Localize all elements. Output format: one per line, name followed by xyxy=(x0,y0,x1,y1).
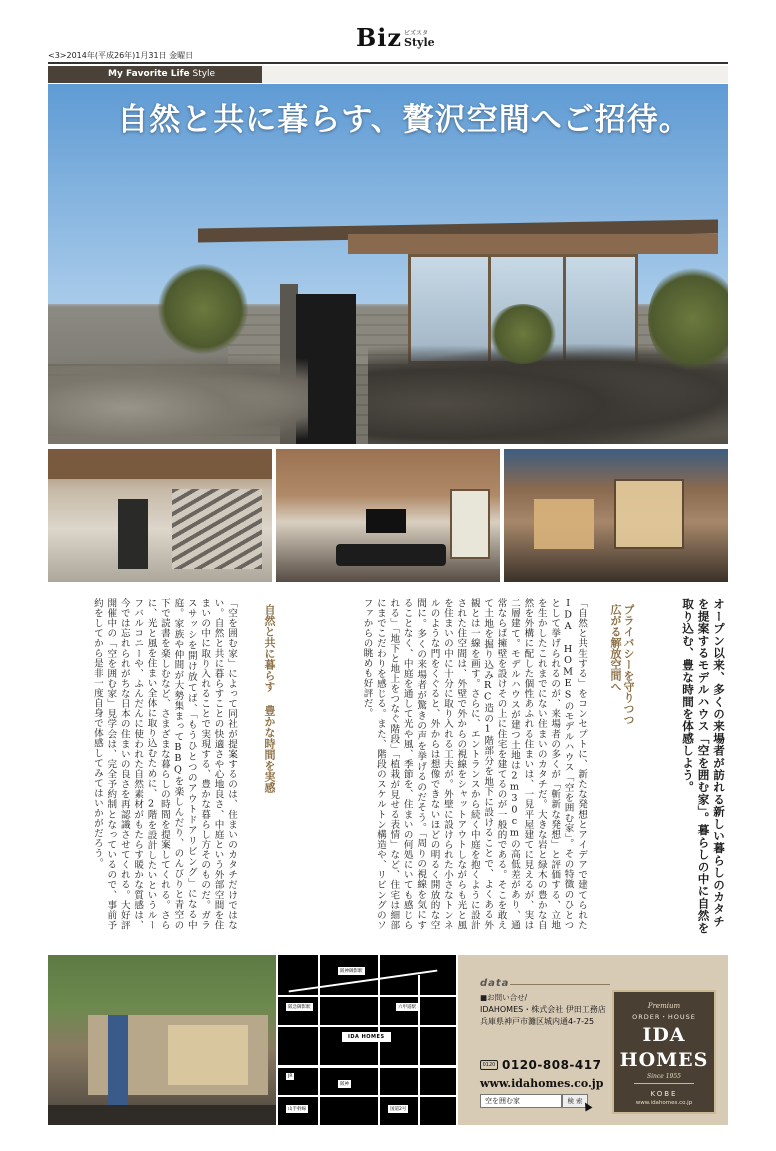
company-name: IDAHOMES・株式会社 伊田工務店 xyxy=(480,1005,606,1014)
phone-number[interactable]: 0120-808-417 xyxy=(502,1058,602,1072)
map-label: 阪神 xyxy=(340,1082,349,1087)
search-input[interactable]: 空を囲む家 xyxy=(480,1094,562,1108)
company-address: 兵庫県神戸市灘区城内通4-7-25 xyxy=(480,1017,595,1026)
logo-biz: Biz xyxy=(356,23,403,52)
access-map xyxy=(278,955,456,1125)
photo-night-interior xyxy=(504,449,728,582)
section-bar xyxy=(48,66,262,83)
map-label: 国道2号 xyxy=(390,1107,407,1112)
section-bar-fill xyxy=(262,66,728,83)
phone-row xyxy=(480,1058,601,1072)
section-label-light: Style xyxy=(192,69,216,79)
photo-facade-greenery xyxy=(48,955,276,1125)
section-label-bold: My Favorite Life xyxy=(108,69,190,79)
data-divider xyxy=(510,984,610,985)
issue-date: <3>2014年(平成26年)1月31日 金曜日 xyxy=(48,51,194,60)
search-button[interactable]: 検 索 xyxy=(562,1094,588,1108)
map-label: 山手幹線 xyxy=(288,1107,306,1112)
heading-privacy: プライバシーを守りつつ 広がる解放空間へ xyxy=(609,604,635,725)
biz-style-logo xyxy=(356,23,435,52)
article-body-1: 「自然と共生する」をコンセプトに、新たな発想とアイデアで建てられた IDA HOMESのモデルハウス「空を囲む家」。その特徴のひとつとして挙げられるのが、来場者の多くが「斬新な発想」と評価する、立地を生かしたこれまでにない住まいのカタチだ。大きな岩と緑木の豊かな自然を外構に配した個性あふれる住まいは、一見平屋建てに見えるが、実は二層建て。モデルハウスが建つ土地は2m30cmの高低差があり、通常ならば擁壁を設けその上に住宅を建てるのが一般的である。そこを敢えて土地を掘り込みRC造の1階部分を地下に設けることで、よくある外観とは一線を画す。さらに、エントランスから続く中庭を抱くように設計された住空間は、外壁で外からの視線をシャットアウトしながらも光と風を住まいの中に十分に取り入れる工夫が。外壁に設けられた小さなトンネルのような門をくぐると、外からは想像できないほどの明るく開放的な空間に。多くの来場者が驚きの声を挙げるのだそう。「周りの視線を気にすることなく、中庭を通して光や風、季節を、住まいの何処にいても感じられる」「地下と地上をつなぐ階段」「植栽が見せる表情」など、住宅は細部にまでこだわりを感じる。また、階段のスケルトン構造や、リビングのソファからの眺めも好評だ。 xyxy=(361,598,587,930)
hero-photo-house-exterior xyxy=(48,84,728,444)
article-body-2: 「空を囲む家」によって同社が提案するのは、住まいのカタチだけではない。自然と共に暮らすことの快適さや心地良さ、中庭という外部空間を住まいの中に取り入れることで実現する、豊かな暮らし方そのものだ。ガラスサッシを開け放てば、「もうひとつのアウトドアリビング」になる中庭。家族や仲間が大勢集まってBBQを楽しんだり、のんびりと青空の下で読書を楽しむなど、さまざまな暮らしの時間を提案してくれる。さらに、光と風を住まい全体に取り込むために、2階を設計したいというルーフバルコニーや、ふんだんに使われた自然素材がもたらす暖かな質感は、今では忘れられがちな日本の住まいの良さを再認識させてくれる。大好評開催中の「空を囲む家」見学会は、完全予約制となっているので、事前予約をしてから是非一度自身で体感してみてはいかがだろう。 xyxy=(91,598,237,930)
article-title: 自然と共に暮らす、贅沢空間へご招待。 xyxy=(117,102,691,138)
data-label: data xyxy=(480,978,510,989)
map-label: 阪神御影駅 xyxy=(340,969,363,974)
ida-homes-logo: Premium ORDER・HOUSE IDA HOMES Since 1955 KOBE www.idahomes.co.jp xyxy=(612,990,716,1114)
logo-kana: ビズスタ xyxy=(404,30,429,37)
header-rule xyxy=(48,62,728,64)
map-label: 阪急御影駅 xyxy=(288,1005,311,1010)
article-lead: オープン以来、多くの来場者が訪れる新しい暮らしのカタチを提案するモデルハウス「空を囲む家」。暮らしの中に自然を取り込む、豊な時間を体感しよう。 xyxy=(681,598,726,934)
map-label: JR xyxy=(288,1074,293,1079)
website-link[interactable]: www.idahomes.co.jp xyxy=(480,1077,604,1090)
photo-living-room xyxy=(276,449,500,582)
heading-rich-time: 自然と共に暮らす 豊かな時間を実感 xyxy=(263,604,276,793)
map-ida-homes-marker: IDA HOMES xyxy=(342,1032,391,1042)
phone-freedial-icon: 0120 xyxy=(480,1060,498,1070)
map-label: 六甲道駅 xyxy=(398,1005,416,1010)
inquiry-label: ■お問い合せ/ xyxy=(480,993,528,1002)
logo-style: Style xyxy=(404,36,435,49)
photo-courtyard-stairs xyxy=(48,449,272,582)
